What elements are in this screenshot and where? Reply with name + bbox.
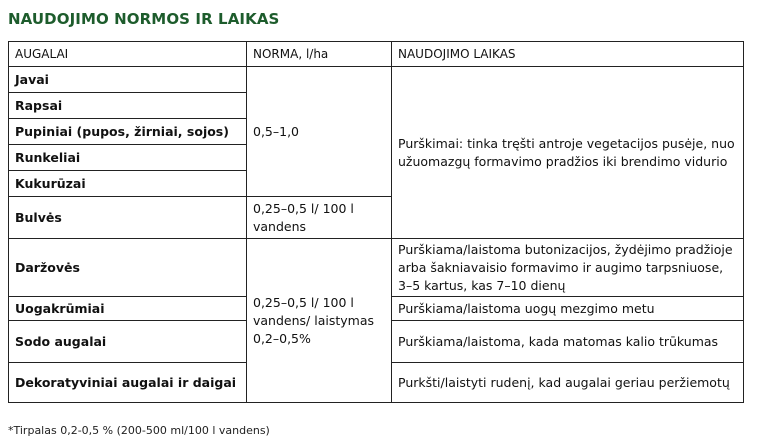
- table-row: [9, 67, 744, 93]
- header-crops: AUGALAI: [9, 42, 247, 67]
- header-norm: NORMA, l/ha: [247, 42, 392, 67]
- norm-cell: 0,25–0,5 l/ 100 l vandens: [247, 197, 392, 239]
- crop-cell: Rapsai: [9, 93, 247, 119]
- timing-cell: Purškiama/laistoma butonizacijos, žydėjimo pradžioje arba šakniavaisio formavimo ir augimo tarpsniuose, 3–5 kartus, kas 7–10 dienų: [392, 239, 744, 297]
- crop-cell: Pupiniai (pupos, žirniai, sojos): [9, 119, 247, 145]
- footnote: *Tirpalas 0,2-0,5 % (200-500 ml/100 l vandens): [8, 424, 270, 437]
- norm-cell: 0,25–0,5 l/ 100 l vandens/ laistymas 0,2–0,5%: [247, 239, 392, 403]
- header-timing: NAUDOJIMO LAIKAS: [392, 42, 744, 67]
- timing-cell: Purškiama/laistoma, kada matomas kalio trūkumas: [392, 321, 744, 363]
- table-row: [9, 239, 744, 297]
- table-header-row: [9, 42, 744, 67]
- timing-cell: Purkšti/laistyti rudenį, kad augalai geriau peržiemotų: [392, 363, 744, 403]
- norm-cell: 0,5–1,0: [247, 67, 392, 197]
- timing-cell: Purškiama/laistoma uogų mezgimo metu: [392, 297, 744, 321]
- crop-cell: Dekoratyviniai augalai ir daigai: [9, 363, 247, 403]
- crop-cell: Bulvės: [9, 197, 247, 239]
- crop-cell: Sodo augalai: [9, 321, 247, 363]
- crop-cell: Runkeliai: [9, 145, 247, 171]
- crop-cell: Javai: [9, 67, 247, 93]
- timing-cell: Purškimai: tinka tręšti antroje vegetacijos pusėje, nuo užuomazgų formavimo pradžios iki brendimo vidurio: [392, 67, 744, 239]
- page-title: NAUDOJIMO NORMOS IR LAIKAS: [8, 10, 280, 28]
- crop-cell: Uogakrūmiai: [9, 297, 247, 321]
- crop-cell: Kukurūzai: [9, 171, 247, 197]
- crop-cell: Daržovės: [9, 239, 247, 297]
- usage-norms-table: [8, 41, 744, 403]
